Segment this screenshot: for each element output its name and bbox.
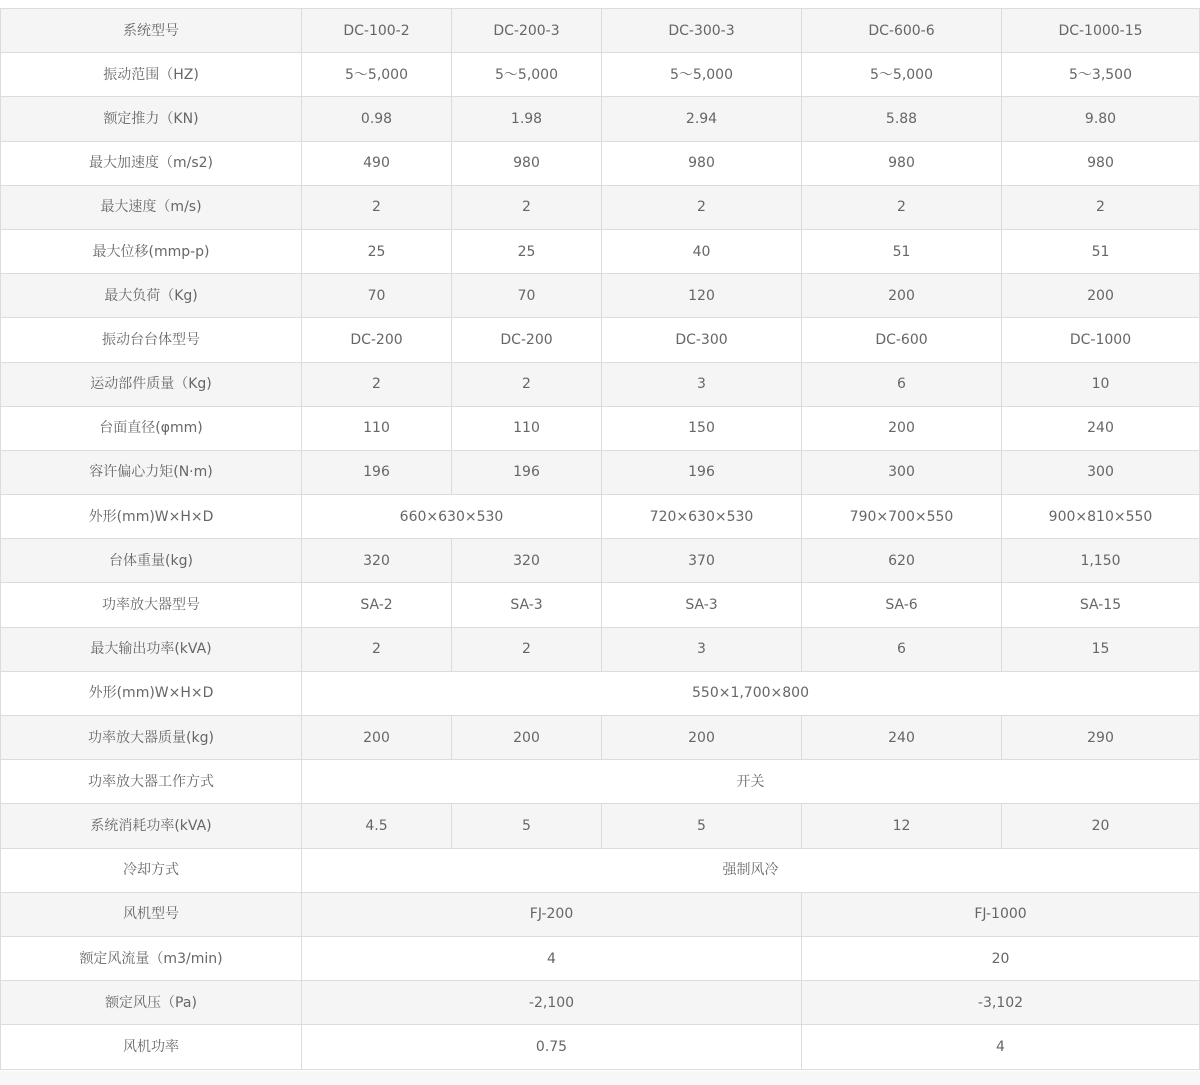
row-label: 风机型号: [1, 892, 302, 936]
table-row: [1, 9, 1200, 53]
row-label: 最大负荷（Kg): [1, 274, 302, 318]
spec-table: [0, 8, 1200, 1070]
table-cell: 5～5,000: [602, 53, 802, 97]
table-row: [1, 671, 1200, 715]
spec-table-body: [1, 9, 1200, 1070]
table-row: [1, 406, 1200, 450]
table-cell: DC-1000-15: [1002, 9, 1200, 53]
table-cell: FJ-1000: [802, 892, 1200, 936]
table-cell: 196: [452, 450, 602, 494]
table-cell: DC-300-3: [602, 9, 802, 53]
table-cell: 4: [302, 936, 802, 980]
table-cell: 300: [1002, 450, 1200, 494]
table-cell: 196: [302, 450, 452, 494]
table-row: [1, 848, 1200, 892]
row-label: 风机功率: [1, 1025, 302, 1069]
table-cell: 6: [802, 362, 1002, 406]
table-cell: 200: [802, 406, 1002, 450]
table-cell: 6: [802, 627, 1002, 671]
table-row: [1, 97, 1200, 141]
table-cell: SA-6: [802, 583, 1002, 627]
table-row: [1, 274, 1200, 318]
table-cell: 2: [1002, 185, 1200, 229]
table-cell: DC-300: [602, 318, 802, 362]
table-cell: 70: [452, 274, 602, 318]
table-row: [1, 450, 1200, 494]
table-cell: 200: [452, 716, 602, 760]
table-row: [1, 318, 1200, 362]
table-row: [1, 583, 1200, 627]
row-label: 台体重量(kg): [1, 539, 302, 583]
table-cell: 790×700×550: [802, 495, 1002, 539]
table-cell: 12: [802, 804, 1002, 848]
row-label: 系统消耗功率(kVA): [1, 804, 302, 848]
row-label: 外形(mm)W×H×D: [1, 671, 302, 715]
table-cell: 40: [602, 229, 802, 273]
row-label: 最大位移(mmp-p): [1, 229, 302, 273]
table-cell: DC-200: [302, 318, 452, 362]
table-cell: 980: [802, 141, 1002, 185]
table-row: [1, 495, 1200, 539]
table-row: [1, 716, 1200, 760]
table-cell: 200: [1002, 274, 1200, 318]
table-cell: 强制风冷: [302, 848, 1200, 892]
row-label: 振动范围（HZ): [1, 53, 302, 97]
table-cell: SA-3: [602, 583, 802, 627]
table-cell: 5～5,000: [452, 53, 602, 97]
row-label: 系统型号: [1, 9, 302, 53]
table-cell: FJ-200: [302, 892, 802, 936]
table-cell: SA-3: [452, 583, 602, 627]
table-row: [1, 892, 1200, 936]
table-cell: 0.98: [302, 97, 452, 141]
row-label: 额定风压（Pa): [1, 981, 302, 1025]
table-cell: 51: [802, 229, 1002, 273]
table-row: [1, 1025, 1200, 1069]
table-cell: 110: [302, 406, 452, 450]
row-label: 振动台台体型号: [1, 318, 302, 362]
table-cell: 290: [1002, 716, 1200, 760]
table-cell: -3,102: [802, 981, 1200, 1025]
table-cell: 720×630×530: [602, 495, 802, 539]
table-cell: DC-200-3: [452, 9, 602, 53]
table-cell: 200: [302, 716, 452, 760]
row-label: 外形(mm)W×H×D: [1, 495, 302, 539]
table-cell: 620: [802, 539, 1002, 583]
table-cell: 5～5,000: [802, 53, 1002, 97]
table-cell: 2.94: [602, 97, 802, 141]
table-row: [1, 760, 1200, 804]
table-cell: 3: [602, 362, 802, 406]
table-row: [1, 804, 1200, 848]
table-cell: 5: [602, 804, 802, 848]
table-cell: 320: [302, 539, 452, 583]
row-label: 冷却方式: [1, 848, 302, 892]
table-cell: DC-100-2: [302, 9, 452, 53]
row-label: 功率放大器型号: [1, 583, 302, 627]
table-cell: 2: [452, 627, 602, 671]
page-bottom-strip: [0, 1071, 1200, 1085]
table-cell: 240: [1002, 406, 1200, 450]
table-cell: 120: [602, 274, 802, 318]
table-cell: 110: [452, 406, 602, 450]
table-row: [1, 362, 1200, 406]
table-cell: 490: [302, 141, 452, 185]
table-cell: 2: [302, 185, 452, 229]
table-cell: 5～3,500: [1002, 53, 1200, 97]
table-cell: 2: [302, 362, 452, 406]
table-row: [1, 229, 1200, 273]
table-cell: 2: [452, 185, 602, 229]
table-cell: 70: [302, 274, 452, 318]
table-cell: DC-1000: [1002, 318, 1200, 362]
table-cell: 9.80: [1002, 97, 1200, 141]
table-cell: 980: [452, 141, 602, 185]
table-cell: 980: [1002, 141, 1200, 185]
table-cell: 900×810×550: [1002, 495, 1200, 539]
table-row: [1, 53, 1200, 97]
table-cell: 5～5,000: [302, 53, 452, 97]
table-row: [1, 627, 1200, 671]
table-cell: 4.5: [302, 804, 452, 848]
table-cell: 240: [802, 716, 1002, 760]
row-label: 最大输出功率(kVA): [1, 627, 302, 671]
table-cell: 20: [1002, 804, 1200, 848]
table-cell: 5.88: [802, 97, 1002, 141]
table-row: [1, 936, 1200, 980]
table-cell: 开关: [302, 760, 1200, 804]
table-cell: 200: [602, 716, 802, 760]
table-cell: 0.75: [302, 1025, 802, 1069]
table-row: [1, 141, 1200, 185]
table-cell: 150: [602, 406, 802, 450]
table-cell: DC-600: [802, 318, 1002, 362]
table-cell: 2: [302, 627, 452, 671]
table-row: [1, 539, 1200, 583]
table-cell: 1,150: [1002, 539, 1200, 583]
table-cell: -2,100: [302, 981, 802, 1025]
table-cell: 4: [802, 1025, 1200, 1069]
table-cell: 20: [802, 936, 1200, 980]
row-label: 台面直径(φmm): [1, 406, 302, 450]
table-cell: 5: [452, 804, 602, 848]
table-cell: 370: [602, 539, 802, 583]
row-label: 功率放大器工作方式: [1, 760, 302, 804]
table-cell: 200: [802, 274, 1002, 318]
row-label: 最大速度（m/s): [1, 185, 302, 229]
table-cell: 320: [452, 539, 602, 583]
table-cell: 980: [602, 141, 802, 185]
row-label: 最大加速度（m/s2): [1, 141, 302, 185]
table-cell: 10: [1002, 362, 1200, 406]
table-cell: 550×1,700×800: [302, 671, 1200, 715]
table-cell: 2: [602, 185, 802, 229]
table-cell: SA-15: [1002, 583, 1200, 627]
table-cell: 15: [1002, 627, 1200, 671]
table-cell: 2: [802, 185, 1002, 229]
table-cell: 196: [602, 450, 802, 494]
table-cell: 51: [1002, 229, 1200, 273]
table-cell: 25: [452, 229, 602, 273]
table-cell: DC-200: [452, 318, 602, 362]
row-label: 运动部件质量（Kg): [1, 362, 302, 406]
table-row: [1, 981, 1200, 1025]
table-cell: 1.98: [452, 97, 602, 141]
table-cell: DC-600-6: [802, 9, 1002, 53]
table-cell: 2: [452, 362, 602, 406]
table-cell: SA-2: [302, 583, 452, 627]
table-cell: 660×630×530: [302, 495, 602, 539]
row-label: 额定推力（KN): [1, 97, 302, 141]
table-cell: 25: [302, 229, 452, 273]
table-cell: 3: [602, 627, 802, 671]
row-label: 容许偏心力矩(N·m): [1, 450, 302, 494]
table-row: [1, 185, 1200, 229]
row-label: 额定风流量（m3/min): [1, 936, 302, 980]
table-cell: 300: [802, 450, 1002, 494]
row-label: 功率放大器质量(kg): [1, 716, 302, 760]
